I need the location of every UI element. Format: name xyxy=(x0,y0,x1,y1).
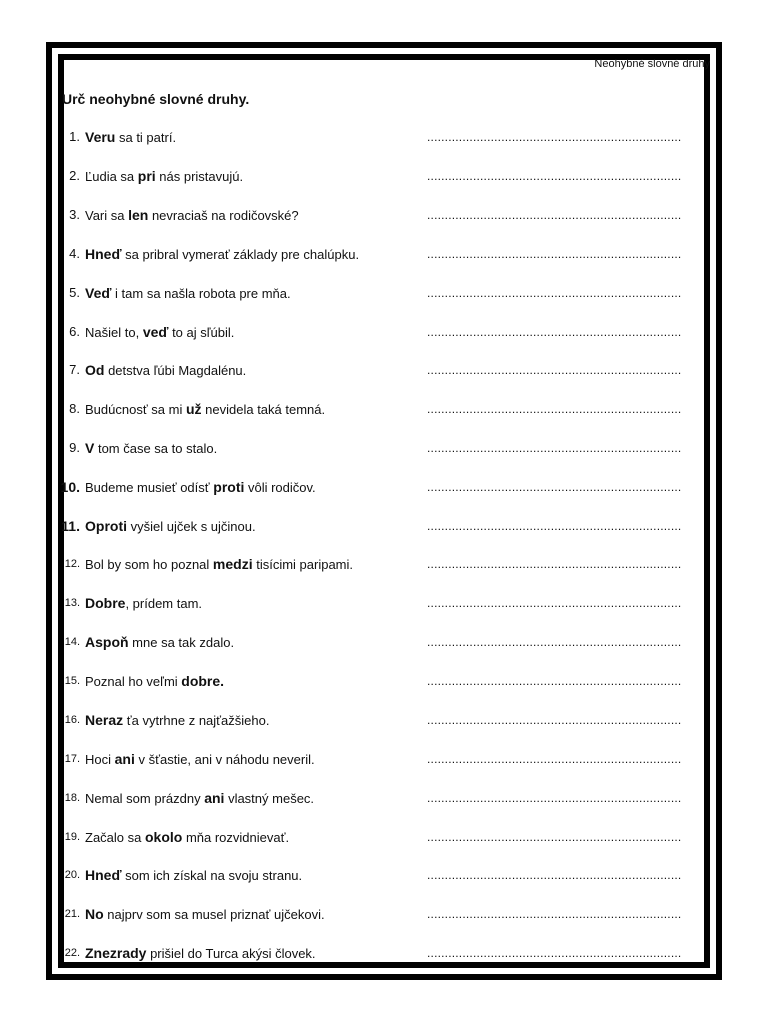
item-sentence xyxy=(85,554,353,575)
item-sentence xyxy=(85,904,325,925)
exercise-item xyxy=(0,127,768,147)
answer-blank[interactable]: ........................................................................ xyxy=(427,480,682,494)
item-number: 1. xyxy=(69,129,80,144)
exercise-item xyxy=(0,205,768,225)
item-number: 16. xyxy=(64,714,80,726)
sentence-text-after: tom čase sa to stalo. xyxy=(94,441,218,456)
item-sentence xyxy=(85,788,314,809)
item-sentence xyxy=(85,749,315,770)
item-number: 4. xyxy=(69,246,80,261)
sentence-text-after: som ich získal na svoju stranu. xyxy=(121,868,303,883)
highlighted-word: už xyxy=(185,401,202,417)
sentence-text-after: , prídem tam. xyxy=(125,596,203,611)
item-number: 17. xyxy=(64,753,80,765)
item-number: 12. xyxy=(64,558,80,570)
item-number: 10. xyxy=(60,479,80,495)
item-sentence xyxy=(85,827,289,848)
exercise-item xyxy=(0,710,768,730)
sentence-text-before: Budúcnosť sa mi xyxy=(85,402,186,417)
answer-blank[interactable]: ........................................................................ xyxy=(427,208,682,222)
item-number: 2. xyxy=(69,168,80,183)
answer-blank[interactable]: ........................................................................ xyxy=(427,169,682,183)
exercise-item xyxy=(0,904,768,924)
highlighted-word: okolo xyxy=(144,829,183,845)
sentence-text-after: sa pribral vymerať základy pre chalúpku. xyxy=(121,247,360,262)
sentence-text-before: Nemal som prázdny xyxy=(85,791,205,806)
item-number: 11. xyxy=(61,518,80,534)
sentence-text-after: v šťastie, ani v náhodu neveril. xyxy=(134,752,315,767)
item-number: 19. xyxy=(64,831,80,843)
sentence-text-before: Bol by som ho poznal xyxy=(85,557,213,572)
item-number: 6. xyxy=(69,324,80,339)
sentence-text-before: Poznal ho veľmi xyxy=(85,674,182,689)
highlighted-word: ani xyxy=(114,751,135,767)
answer-blank[interactable]: ........................................................................ xyxy=(427,907,682,921)
item-number: 9. xyxy=(69,440,80,455)
item-sentence xyxy=(85,360,246,381)
highlighted-word: veď xyxy=(142,324,169,340)
highlighted-word: No xyxy=(85,906,104,922)
answer-blank[interactable]: ........................................................................ xyxy=(427,441,682,455)
answer-blank[interactable]: ........................................................................ xyxy=(427,868,682,882)
item-sentence xyxy=(85,244,359,265)
item-sentence xyxy=(85,399,325,420)
sentence-text-after: vlastný mešec. xyxy=(224,791,315,806)
answer-blank[interactable]: ........................................................................ xyxy=(427,363,682,377)
highlighted-word: Veď xyxy=(85,285,112,301)
exercise-item xyxy=(0,516,768,536)
answer-blank[interactable]: ........................................................................ xyxy=(427,247,682,261)
answer-blank[interactable]: ........................................................................ xyxy=(427,713,682,727)
item-sentence xyxy=(85,943,316,964)
exercise-item xyxy=(0,632,768,652)
item-number: 5. xyxy=(69,285,80,300)
exercise-item xyxy=(0,749,768,769)
sentence-text-after: sa ti patrí. xyxy=(115,130,177,145)
sentence-text-before: Hoci xyxy=(85,752,115,767)
answer-blank[interactable]: ........................................................................ xyxy=(427,519,682,533)
sentence-text-after: i tam sa našla robota pre mňa. xyxy=(111,286,291,301)
exercise-item xyxy=(0,166,768,186)
answer-blank[interactable]: ........................................................................ xyxy=(427,325,682,339)
answer-blank[interactable]: ........................................................................ xyxy=(427,752,682,766)
exercise-item xyxy=(0,438,768,458)
sentence-text-after: nevraciaš na rodičovské? xyxy=(148,208,299,223)
highlighted-word: Hneď xyxy=(85,246,122,262)
answer-blank[interactable]: ........................................................................ xyxy=(427,286,682,300)
item-sentence xyxy=(85,205,299,226)
item-sentence xyxy=(85,166,243,187)
highlighted-word: ani xyxy=(204,790,225,806)
exercise-item xyxy=(0,360,768,380)
answer-blank[interactable]: ........................................................................ xyxy=(427,674,682,688)
item-sentence xyxy=(85,710,269,731)
highlighted-word: Znezrady xyxy=(85,945,147,961)
answer-blank[interactable]: ........................................................................ xyxy=(427,791,682,805)
item-sentence xyxy=(85,477,316,498)
item-number: 18. xyxy=(64,792,80,804)
sentence-text-after: nás pristavujú. xyxy=(155,169,244,184)
item-number: 3. xyxy=(69,207,80,222)
exercise-item xyxy=(0,788,768,808)
item-sentence xyxy=(85,865,302,886)
exercise-item xyxy=(0,554,768,574)
highlighted-word: Dobre xyxy=(85,595,126,611)
answer-blank[interactable]: ........................................................................ xyxy=(427,596,682,610)
item-sentence xyxy=(85,632,234,653)
exercise-item xyxy=(0,827,768,847)
item-sentence xyxy=(85,438,217,459)
highlighted-word: Veru xyxy=(85,129,116,145)
exercise-item xyxy=(0,322,768,342)
sentence-text-before: Začalo sa xyxy=(85,830,145,845)
highlighted-word: Hneď xyxy=(85,867,122,883)
answer-blank[interactable]: ........................................................................ xyxy=(427,402,682,416)
item-number: 13. xyxy=(64,597,80,609)
exercise-item xyxy=(0,283,768,303)
answer-blank[interactable]: ........................................................................ xyxy=(427,946,682,960)
sentence-text-before: Budeme musieť odísť xyxy=(85,480,214,495)
item-sentence xyxy=(85,322,234,343)
answer-blank[interactable]: ........................................................................ xyxy=(427,557,682,571)
item-number: 14. xyxy=(64,636,80,648)
highlighted-word: Od xyxy=(85,362,105,378)
exercise-item xyxy=(0,477,768,497)
answer-blank[interactable]: ........................................................................ xyxy=(427,830,682,844)
exercise-item xyxy=(0,943,768,963)
item-number: 7. xyxy=(69,362,80,377)
highlighted-word: dobre. xyxy=(181,673,225,689)
highlighted-word: Oproti xyxy=(85,518,127,534)
exercise-item xyxy=(0,865,768,885)
answer-blank[interactable]: ........................................................................ xyxy=(427,130,682,144)
item-number: 8. xyxy=(69,401,80,416)
sentence-text-after: detstva ľúbi Magdalénu. xyxy=(104,363,247,378)
item-sentence xyxy=(85,593,202,614)
sentence-text-after: vôli rodičov. xyxy=(244,480,316,495)
exercise-item xyxy=(0,244,768,264)
highlighted-word: medzi xyxy=(212,556,253,572)
highlighted-word: V xyxy=(85,440,95,456)
exercise-instruction: Urč neohybné slovné druhy. xyxy=(62,91,250,107)
sentence-text-after: mne sa tak zdalo. xyxy=(128,635,235,650)
sentence-text-before: Ľudia sa xyxy=(85,169,138,184)
highlighted-word: len xyxy=(128,207,149,223)
item-number: 20. xyxy=(64,869,80,881)
highlighted-word: pri xyxy=(137,168,156,184)
item-sentence xyxy=(85,516,256,537)
sentence-text-before: Vari sa xyxy=(85,208,129,223)
sentence-text-after: mňa rozvidnievať. xyxy=(182,830,290,845)
sentence-text-before: Našiel to, xyxy=(85,325,143,340)
sentence-text-after: vyšiel ujček s ujčinou. xyxy=(127,519,256,534)
item-sentence xyxy=(85,127,176,148)
highlighted-word: Aspoň xyxy=(85,634,129,650)
item-number: 22. xyxy=(64,947,80,959)
exercise-item xyxy=(0,671,768,691)
sentence-text-after: ťa vytrhne z najťažšieho. xyxy=(123,713,270,728)
highlighted-word: Neraz xyxy=(85,712,124,728)
item-number: 21. xyxy=(64,908,80,920)
sentence-text-after: najprv som sa musel priznať ujčekovi. xyxy=(103,907,325,922)
sentence-text-after: to aj sľúbil. xyxy=(168,325,235,340)
sentence-text-after: tisícimi paripami. xyxy=(252,557,354,572)
answer-blank[interactable]: ........................................................................ xyxy=(427,635,682,649)
item-sentence xyxy=(85,283,291,304)
page-header-title: Neohybné slovné druhy xyxy=(594,58,710,70)
sentence-text-after: nevidela taká temná. xyxy=(201,402,326,417)
exercise-item xyxy=(0,593,768,613)
item-number: 15. xyxy=(64,675,80,687)
sentence-text-after: prišiel do Turca akýsi človek. xyxy=(146,946,316,961)
highlighted-word: proti xyxy=(213,479,245,495)
item-sentence xyxy=(85,671,224,692)
exercise-item xyxy=(0,399,768,419)
